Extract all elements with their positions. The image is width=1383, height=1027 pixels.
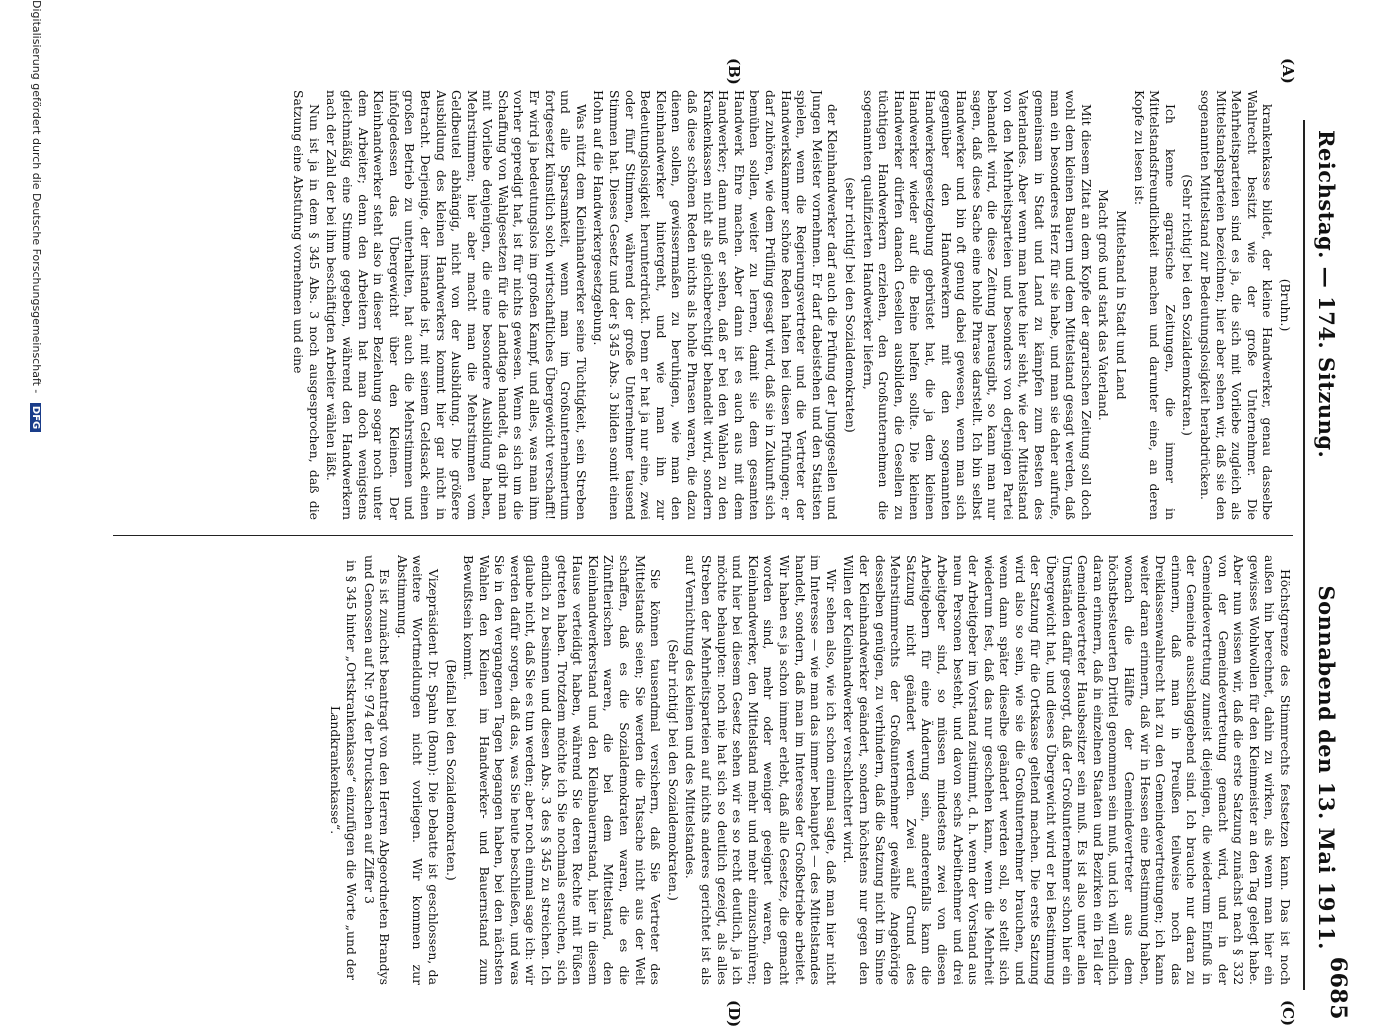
margin-marker-a: (A) (1279, 58, 1297, 84)
dfg-logo: DFG (30, 403, 41, 432)
right-text-column (113, 555, 1293, 985)
paragraph: Vizepräsident Dr. Spahn (Bonn): Die Debatte ist geschlossen, da weitere Wortmeldungen nicht vorliegen. Wir kommen zur Abstimmung. (394, 555, 441, 985)
paragraph: der Kleinhandwerker darf auch die Prüfung der Junggesellen und Jungen Meister vornehmen. Er darf dabeistehen und den Statisten spielen, wenn die Regierungsvertreter und die Vertreter der Handwerkskammer schöne Reden halten bei diesen Prüfungen; er darf zuhören, wie dem Prüfling gesagt wird, daß sie in Zukunft sich bemühen sollen, weiter zu lernen, damit sie dem gesamten Handwerk Ehre machen. Aber dann ist es auch aus mit dem Handwerker; dann muß er sehen, daß er bei den Wahlen zu den Krankenkassen nicht als gleichberechtigt behandelt wird, sondern daß diese schönen Reden nichts als hohle Phrasen waren, die dazu dienen sollen, gewissermaßen zu beruhigen, wie man den Kleinhandwerker hintergeht, und wie man ihn zur Bedeutungslosigkeit herunterdrückt. Denn er hat ja nur eine, zwei oder fünf Stimmen, während der große Unternehmer tausend Stimmen hat. Dieses Gesetz und der § 345 Abs. 3 bilden somit einen Hohn auf die Handwerkergesetzgebung. (591, 90, 841, 520)
paragraph: (Bruhn.) (1278, 278, 1293, 332)
paragraph: Wir sehen also, wie ich schon einmal sagte, daß man hier nicht im Interesse — wie man das immer behauptet — des Mittelstandes handelt, sondern, daß man im Interesse der Großbetriebe arbeitet. Wir haben es ja schon immer erlebt, daß alle Gesetze, die gemacht worden sind, mehr oder weniger geeignet waren, den Kleinhandwerker, den Mittelstand mehr und mehr einzuschnüren; und hier bei diesem Gesetz sehen wir es so recht deutlich, ja ich möchte behaupten: noch nie hat sich so deutlich gezeigt, als alles Streben der Mehrheitsparteien auf nichts anderes gerichtet ist als auf Vernichtung des kleinen und des Mittelstandes. (683, 555, 839, 985)
margin-marker-c: (C) (1279, 1000, 1297, 1027)
paragraph: Ich kenne agrarische Zeitungen, die immer in Mittelstandsfreundlichkeit machen und darunter eine, an deren Kopfe zu lesen ist: (1131, 90, 1178, 520)
paragraph: krankenkasse bildet, der kleine Handwerker, genau dasselbe Wahlrecht besitzt wie der große Unternehmer. Die Mehrheitsparteien sind es ja, die sich mit Vorliebe zugleich als Mittelstandsparteien bezeichnen; hier aber sehen wir, daß sie den sogenannten Mittelstand zur Bedeutungslosigkeit herabdrücken. (1198, 90, 1276, 520)
header-rule (1303, 120, 1305, 990)
credit-text: Digitalisierung gefördert durch die Deutsche Forschungsgemeinschaft - (30, 0, 43, 394)
paragraph: Höchstgrenze des Stimmrechts festsetzen kann. Das ist noch außen hin berechnet, dahin zu wirken, als wenn man hier ein gewisses Wohlwollen für den Kleinmeister an den Tag gelegt habe. Aber nun wissen wir, daß die erste Satzung zunächst nach § 332 von der Gemeindevertretung gemacht wird, und in der Gemeindevertretung zumeist diejenigen, die wiederum Einfluß in der Gemeinde ausschlaggebend sind. Ich brauche nur daran zu erinnern, daß man in Preußen teilweise noch das Dreiklassenwahlrecht hat zu den Gemeindevertretungen; ich kann weiter daran erinnern, daß wir in Hessen eine Bestimmung haben, wonach die Hälfte der Gemeindevertreter aus dem höchstbesteuerten Drittel genommen sein muß, und ich will endlich daran erinnern, daß in einzelnen Staaten und Bezirken ein Teil der Gemeindevertreter Hausbesitzer sein muß. Es ist also unter allen Umständen dafür gesorgt, daß der Großunternehmer schon hier ein Übergewicht hat, und dieses Übergewicht wird er bei Bestimmung der Satzung für die Ortskasse geltend machen. Die erste Satzung wird also so sein, wie sie die Großunternehmer brauchen, und wenn dann später dieselbe geändert werden soll, so stellt sich wiederum fest, daß das nur geschehen kann, wenn die Mehrheit der Arbeitgeber im Vorstand zustimmt, d. h. wenn der Vorstand aus neun Personen besteht, und davon sechs Arbeitnehmer und drei Arbeitgeber sind, so müssen mindestens zwei von diesen Arbeitgebern für eine Änderung sein, anderenfalls kann die Satzung nicht geändert werden. Zwei auf Grund des Mehrstimmrechts der Großunternehmer gewählte Angehörige desselben genügen, zu verhindern, daß die Satzung nicht im Sinne der Kleinhandwerker geändert, sondern höchstens nur gegen den Willen der Kleinhandwerker verschlechtert wird. (841, 555, 1293, 985)
paragraph: (Sehr richtig! bei den Sozialdemokraten.) (1180, 174, 1196, 436)
paragraph: (Sehr richtig! bei den Sozialdemokraten.) (665, 639, 681, 901)
header-date: Sonnabend den 13. Mai 1911. (1314, 585, 1339, 950)
paragraph: Macht groß und stark das Vaterland. (1096, 189, 1112, 421)
paragraph: Sie können tausendmal versichern, daß Sie Vertreter des Mittelstands seien; Sie werden die Tatsache nicht aus der Welt schaffen, daß es die Sozialdemokraten waren, die es die Zünftlerischen waren, die bei dem Mittelstand, den Kleinhandwerkerstand und den Kleinbauernstand, hier in diesem Hause verteidigt haben, während Sie deren Rechte mit Füßen getreten haben. Trotzdem möchte ich Sie nochmals ersuchen, sich endlich zu besinnen und diesen Abs. 3 des § 345 zu streichen. Ich glaube nicht, daß Sie es tun werden; aber noch einmal sage ich: wir werden dafür sorgen, daß das, was Sie heute beschließen, und was Sie in den vergangenen Tagen begangen haben, bei den nächsten Wahlen den Kleinen im Handwerker- und Bauernstand zum Bewußtsein kommt. (461, 555, 664, 985)
left-text-column (113, 90, 1293, 520)
page-number: 6685 (1325, 956, 1351, 1020)
margin-marker-d: (D) (725, 1000, 743, 1027)
paragraph: Was nützt dem Kleinhandwerker seine Tüchtigkeit, sein Streben und alle Sparsamkeit, wenn man im Großunternehmertum fortgesetzt künstlich solch wirtschaftliches Übergewicht verschafft! Er wird ja bedeutungslos im großen Kampf, und alles, was man ihm vorher gepredigt hat, ist für nichts gewesen. Wenn es sich um die Schaffung von Wahlgesetzen für die Landtage handelt, da gibt man mit Vorliebe denjenigen, die eine besondere Ausbildung haben, Mehrstimmen; hier aber macht man die Mehrstimmen vom Geldbeutel abhängig, nicht von der Ausbildung. Die größere Ausbildung des kleinen Handwerkers kommt hier gar nicht in Betracht. Derjenige, der imstande ist, mit seinem Geldsack einen großen Betrieb zu unterhalten, hat auch die Mehrstimmen und infolgedessen das Übergewicht über den Kleinen. Der Kleinhandwerker steht also in dieser Beziehung sogar noch unter dem Arbeiter; denn den Arbeitern hat man doch wenigstens gleichmäßig eine Stimme gegeben, während den Handwerkern nach der Zahl der bei ihm beschäftigten Arbeiter wählen läßt. (324, 90, 589, 520)
digitization-credit (30, 0, 43, 1000)
paragraph: Mit diesem Zitat an dem Kopfe der agrarischen Zeitung soll doch wohl dem kleinen Bauern und dem Mittelstand gesagt werden, daß man ein besonderes Herz für sie habe, und man sie daher aufrufe, gemeinsam in Stadt und Land zu kämpfen zum Besten des Vaterlandes. Aber wenn man heute hier sieht, wie der Mittelstand von den Mehrheitsparteien und besonders von derjenigen Partei behandelt wird, die diese Zeitung herausgibt, so kann man nur sagen, daß diese Sache eine hohle Phrase darstellt. Ich bin selbst Handwerker und bin oft genug dabei gewesen, wenn man sich gegenüber den Handwerkern mit den sogenannten Handwerkergesetzgebung gebrüstet hat, die ja dem kleinen Handwerker wieder auf die Beine helfen sollte. Die kleinen Handwerker dürfen danach Gesellen ausbilden, die Gesellen zu tüchtigen Handwerkern erziehen, den Großunternehmen die sogenannten qualifizierten Handwerker liefern, (860, 90, 1094, 520)
paragraph: Nun ist ja in dem § 345 Abs. 3 noch ausgesprochen, daß die Satzung eine Abstufung vornehmen und eine (291, 90, 322, 520)
page-header (1307, 130, 1351, 1020)
paragraph: Es ist zunächst beantragt von den Herren Abgeordneten Brandys und Genossen auf Nr. 974 der Drucksachen auf Ziffer 3 (361, 555, 393, 985)
paragraph: in § 345 hinter „Ortskrankenkasse“ einzufügen die Worte „und der Landkrankenkasse“. (328, 559, 359, 981)
paragraph: Mittelstand in Stadt und Land (1114, 210, 1130, 400)
margin-marker-b: (B) (725, 58, 743, 85)
paragraph: (sehr richtig! bei den Sozialdemokraten) (842, 177, 858, 433)
header-session: Reichstag. — 174. Sitzung. (1314, 130, 1339, 459)
column-divider (113, 535, 1293, 536)
paragraph: (Beifall bei den Sozialdemokraten.) (443, 659, 459, 881)
